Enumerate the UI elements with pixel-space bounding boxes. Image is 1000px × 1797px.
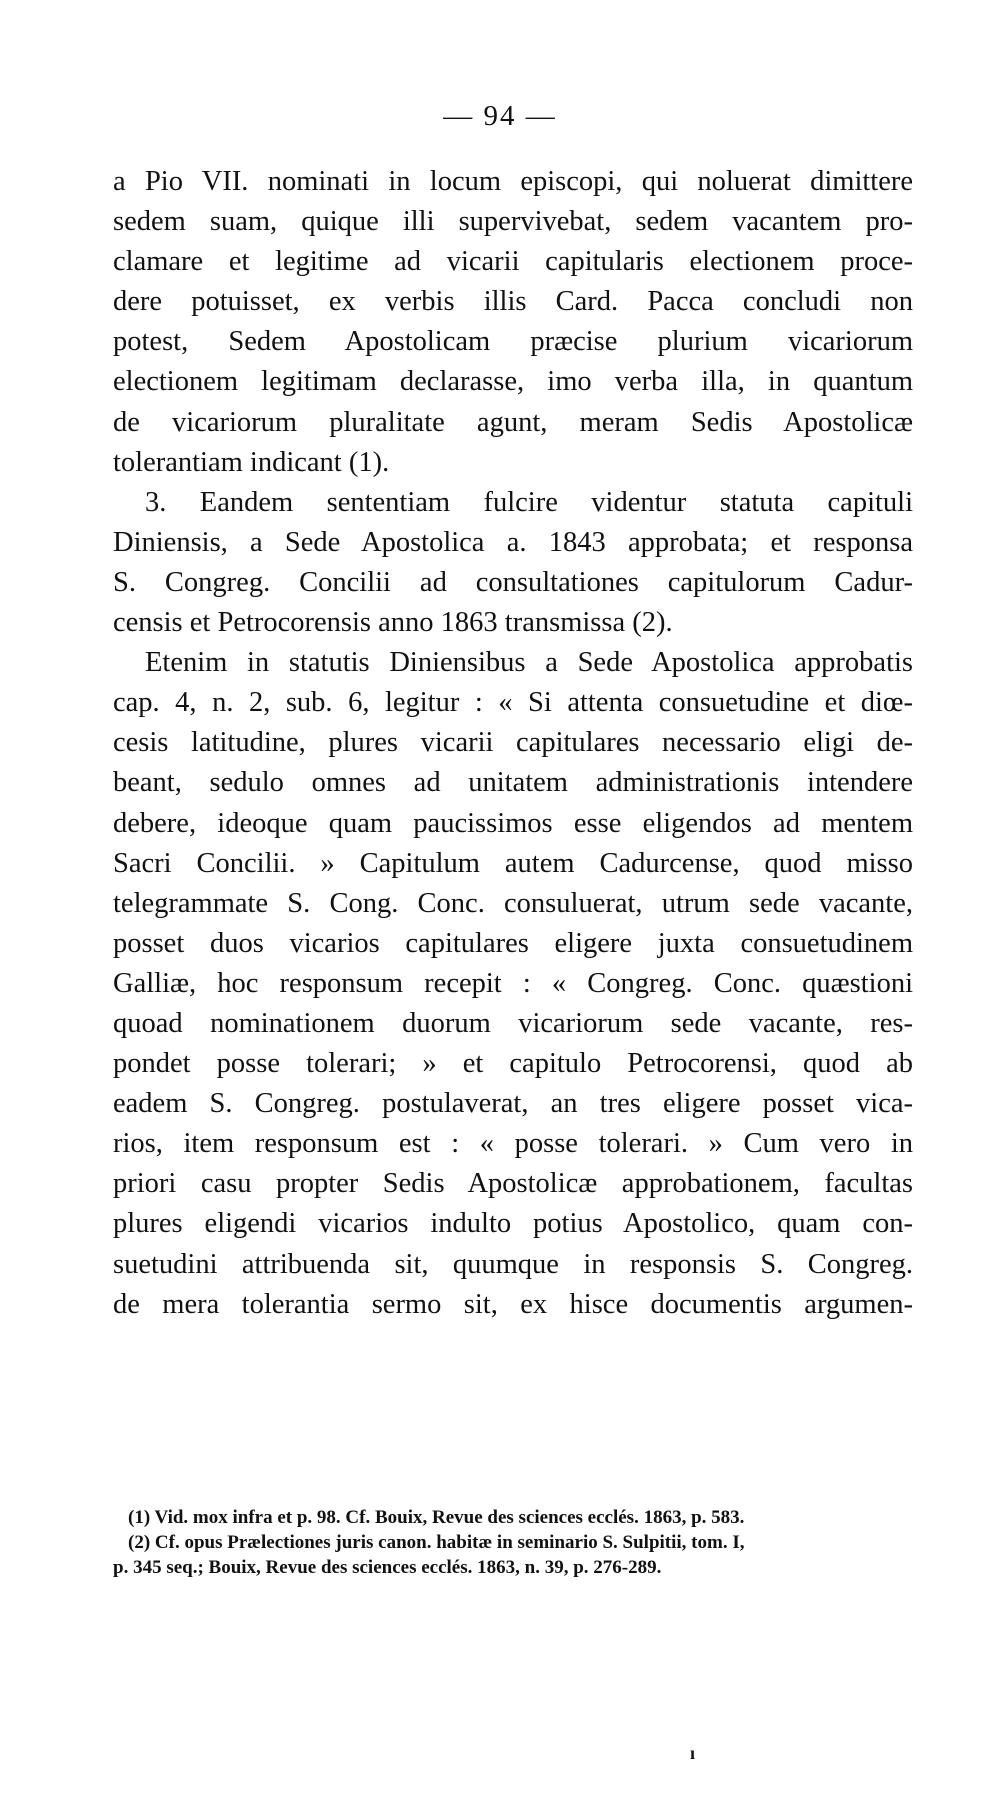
text-line: potest, Sedem Apostolicam præcise plurium vicariorum <box>113 326 913 358</box>
text-line: electionem legitimam declarasse, imo verba illa, in quantum <box>113 366 913 398</box>
footnote: (2) Cf. opus Prælectiones juris canon. habitæ in seminario S. Sulpitii, tom. I, <box>128 1532 745 1553</box>
text-line: eadem S. Congreg. postulaverat, an tres eligere posset vica- <box>113 1088 913 1120</box>
text-line: Diniensis, a Sede Apostolica a. 1843 approbata; et responsa <box>113 526 913 558</box>
text-line: pondet posse tolerari; » et capitulo Petrocorensi, quod ab <box>113 1048 913 1080</box>
text-line: posset duos vicarios capitulares eligere juxta consuetudinem <box>113 927 913 959</box>
text-line: cap. 4, n. 2, sub. 6, legitur : « Si attenta consuetudine et diœ- <box>113 687 913 719</box>
stray-mark: ı <box>690 1743 696 1763</box>
footnotes <box>113 1505 913 1580</box>
text-line: priori casu propter Sedis Apostolicæ approbationem, facultas <box>113 1168 913 1200</box>
text-line: de vicariorum pluralitate agunt, meram Sedis Apostolicæ <box>113 406 913 438</box>
text-line: dere potuisset, ex verbis illis Card. Pacca concludi non <box>113 286 913 318</box>
text-line: cesis latitudine, plures vicarii capitulares necessario eligi de- <box>113 727 913 759</box>
text-line: tolerantiam indicant (1). <box>113 446 390 478</box>
text-line: clamare et legitime ad vicarii capitularis electionem proce- <box>113 246 913 278</box>
text-line: sedem suam, quique illi supervivebat, sedem vacantem pro- <box>113 206 913 238</box>
text-line: censis et Petrocorensis anno 1863 transmissa (2). <box>113 607 673 639</box>
footnote: (1) Vid. mox infra et p. 98. Cf. Bouix, Revue des sciences ecclés. 1863, p. 583. <box>128 1507 745 1528</box>
text-line: rios, item responsum est : « posse tolerari. » Cum vero in <box>113 1128 913 1160</box>
text-line: Galliæ, hoc responsum recepit : « Congreg. Conc. quæstioni <box>113 967 913 999</box>
text-line: de mera tolerantia sermo sit, ex hisce documentis argumen- <box>113 1288 913 1320</box>
text-line: 3. Eandem sententiam fulcire videntur statuta capituli <box>145 486 913 518</box>
text-line: debere, ideoque quam paucissimos esse eligendos ad mentem <box>113 807 913 839</box>
text-line: plures eligendi vicarios indulto potius Apostolico, quam con- <box>113 1208 913 1240</box>
text-line: telegrammate S. Cong. Conc. consuluerat, utrum sede vacante, <box>113 887 913 919</box>
text-line: quoad nominationem duorum vicariorum sede vacante, res- <box>113 1007 913 1039</box>
footnote-continuation: p. 345 seq.; Bouix, Revue des sciences ecclés. 1863, n. 39, p. 276-289. <box>113 1557 662 1578</box>
text-line: Etenim in statutis Diniensibus a Sede Apostolica approbatis <box>145 647 913 679</box>
text-line: beant, sedulo omnes ad unitatem administrationis intendere <box>113 767 913 799</box>
body-text <box>113 162 913 1325</box>
page-number: — 94 — <box>443 100 557 132</box>
text-line: suetudini attribuenda sit, quumque in responsis S. Congreg. <box>113 1248 913 1280</box>
text-line: S. Congreg. Concilii ad consultationes capitulorum Cadur- <box>113 566 913 598</box>
text-line: Sacri Concilii. » Capitulum autem Cadurcense, quod misso <box>113 847 913 879</box>
text-line: a Pio VII. nominati in locum episcopi, qui noluerat dimittere <box>113 166 913 197</box>
